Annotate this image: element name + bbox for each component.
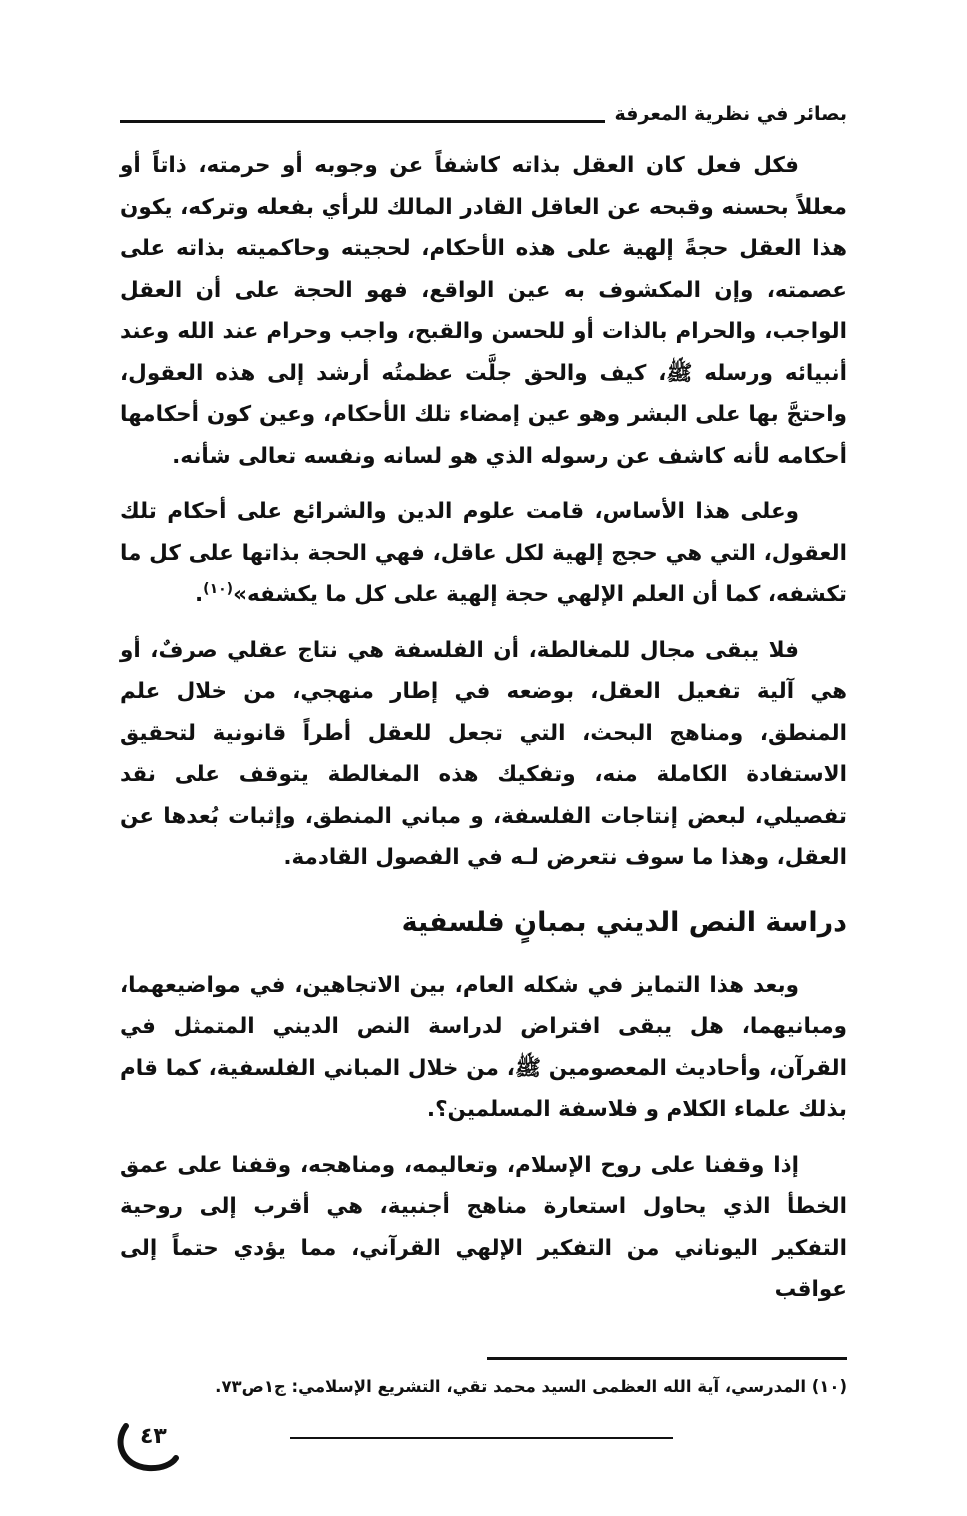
paragraph-2 [120,491,847,616]
paragraph-3: فلا يبقى مجال للمغالطة، أن الفلسفة هي نتاج عقلي صرفٌ، أو هي آلية تفعيل العقل، بوضعه في إطار منهجي، من خلال علم المنطق، ومناهج البحث، التي تجعل للعقل أطراً قانونية لتحقيق الاستفادة الكاملة منه، وتفكيك هذه المغالطة يتوقف على نقد تفصيلي، لبعض إنتاجات الفلسفة، و مباني المنطق، وإثبات بُعدها عن العقل، وهذا ما سوف نتعرض لـه في الفصول القادمة. [120,637,847,870]
footnote-rule [487,1357,847,1360]
running-header-title: بصائر في نظرية المعرفة [614,103,847,125]
section-heading: دراسة النص الديني بمبانٍ فلسفية [401,906,847,938]
section-paragraph-2: إذا وقفنا على روح الإسلام، وتعاليمه، ومناهجه، وقفنا على عمق الخطأ الذي يحاول استعارة مناهج أجنبية، هي أقرب إلى روحية التفكير اليوناني من التفكير الإلهي القرآني، مما يؤدي حتماً إلى عواقب [120,1152,847,1302]
page-number: ٤٣ [140,1424,167,1449]
footnote: (١٠) المدرسي، آية الله العظمى السيد محمد تقي، التشريع الإسلامي: ج١ص٧٣. [215,1377,847,1396]
paragraph-2-text: وعلى هذا الأساس، قامت علوم الدين والشرائع على أحكام تلك العقول، التي هي حجج إلهية لكل عاقل، فهي الحجة بذاتها على كل ما تكشفه، كما أن العلم الإلهي حجة إلهية على كل ما يكشفه» [120,499,847,607]
body-text [120,145,847,1311]
footnote-reference[interactable]: (١٠) [203,580,234,597]
header-rule [120,120,605,123]
page-number-block [114,1420,184,1480]
bottom-rule [290,1437,673,1439]
paragraph-1: فكل فعل كان العقل بذاته كاشفاً عن وجوبه أو حرمته، ذاتاً أو معللاً بحسنه وقبحه عن العاقل القادر المالك للرأي بفعله وتركه، يكون هذا العقل حجةً إلهية على هذه الأحكام، لحجيته وحاكميته بذاته على عصمته، وإن المكشوف به عين الواقع، فهو الحجة على أن العقل الواجب، والحرام بالذات أو للحسن والقبح، واجب وحرام عند الله وعند أنبيائه ورسله ﷺ، كيف والحق جلَّت عظمتُه أرشد إلى هذه العقول، واحتجَّ بها على البشر وهو عين إمضاء تلك الأحكام، وعين كون أحكامها أحكامه لأنه كاشف عن رسوله الذي هو لسانه ونفسه تعالى شأنه. [120,153,847,469]
section-paragraph-1: وبعد هذا التمايز في شكله العام، بين الاتجاهين، في مواضيعهما، ومبانيهما، هل يبقى افتراض لدراسة النص الديني المتمثل في القرآن، وأحاديث المعصومين ﷺ، من خلال المباني الفلسفية، كما قام بذلك علماء الكلام و فلاسفة المسلمين؟. [120,972,847,1122]
paragraph-2-end: . [194,582,204,607]
running-header [120,98,847,128]
